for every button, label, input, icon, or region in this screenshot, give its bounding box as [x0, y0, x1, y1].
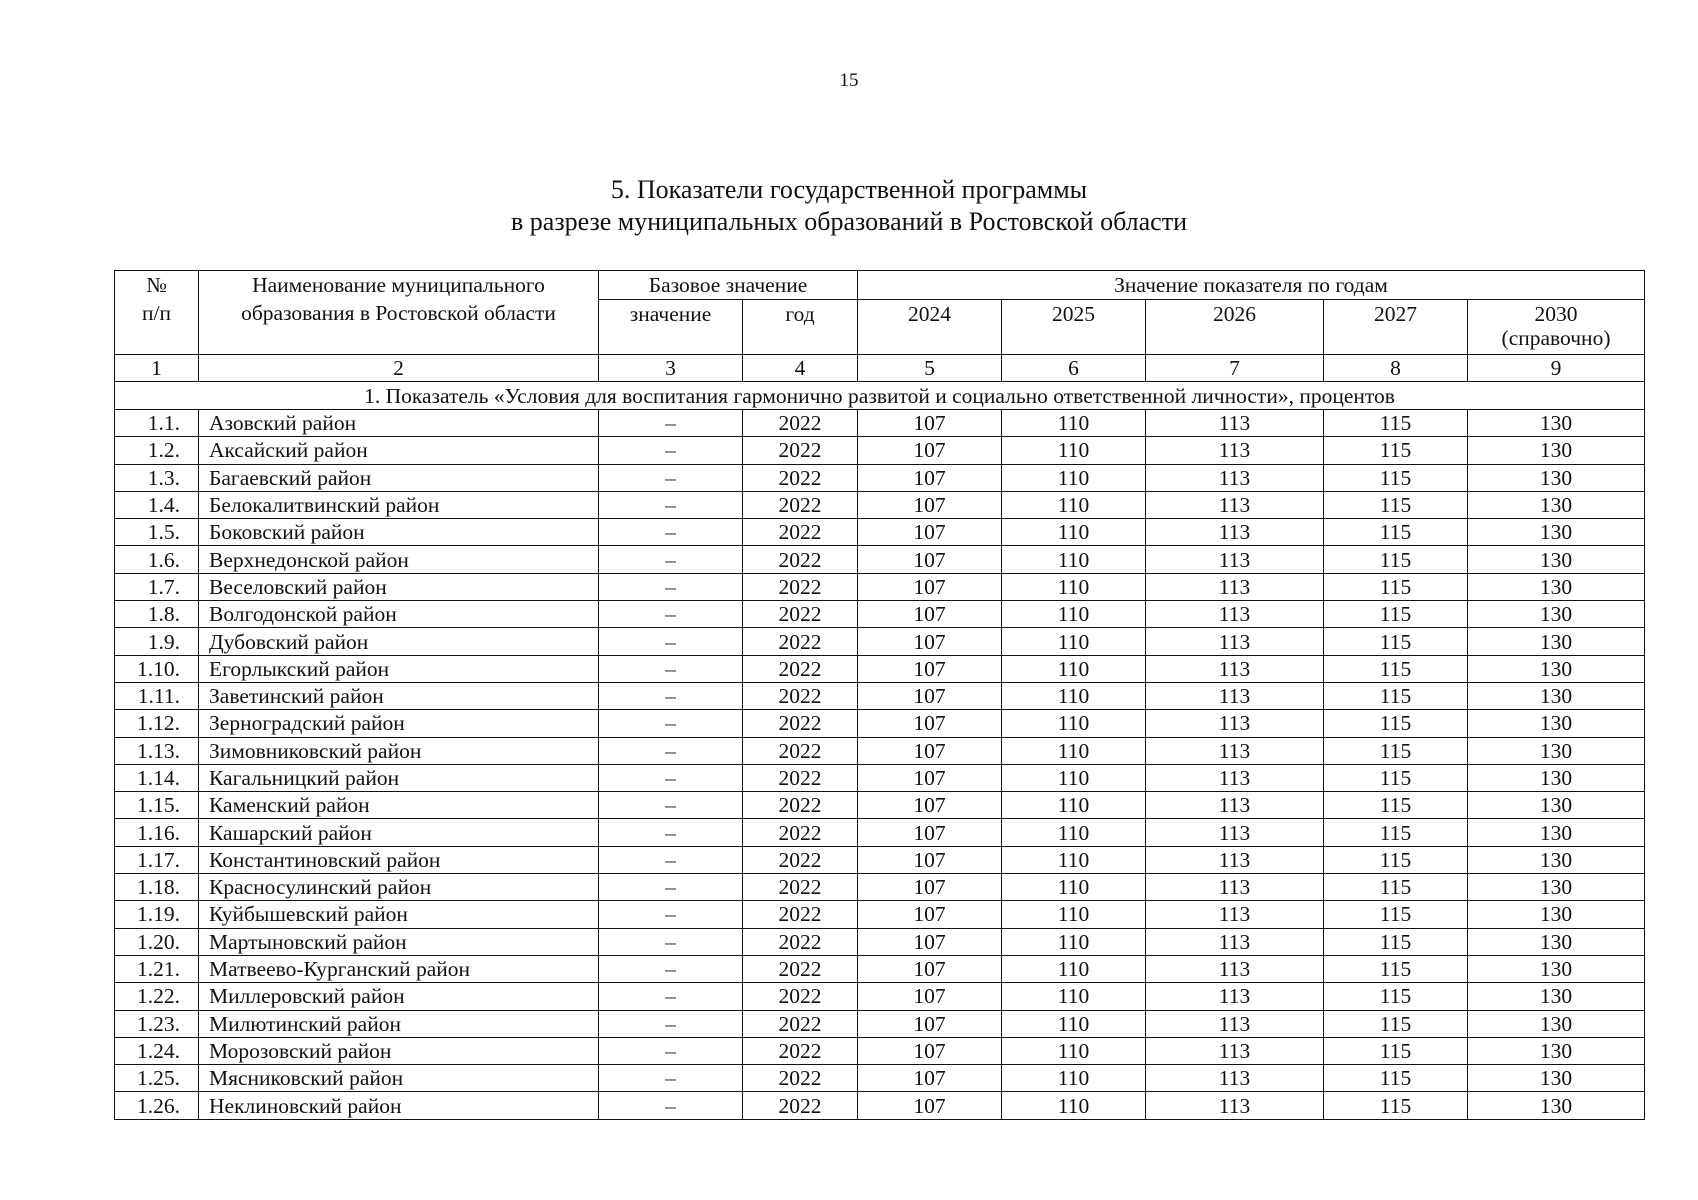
base-year: 2022: [743, 1037, 858, 1064]
base-year: 2022: [743, 546, 858, 573]
value-2027: 115: [1324, 682, 1468, 709]
column-number: 4: [743, 355, 858, 382]
value-2025: 110: [1002, 901, 1146, 928]
value-2025: 110: [1002, 655, 1146, 682]
value-2024: 107: [858, 573, 1002, 600]
value-2027: 115: [1324, 601, 1468, 628]
row-number: 1.12.: [115, 710, 199, 737]
row-number: 1.8.: [115, 601, 199, 628]
value-2024: 107: [858, 1010, 1002, 1037]
table-row: [115, 519, 1645, 546]
value-2030: 130: [1468, 955, 1645, 982]
value-2030: 130: [1468, 491, 1645, 518]
table-row: [115, 1065, 1645, 1092]
value-2025: 110: [1002, 437, 1146, 464]
value-2026: 113: [1146, 928, 1324, 955]
value-2027: 115: [1324, 710, 1468, 737]
value-2024: 107: [858, 519, 1002, 546]
base-year: 2022: [743, 410, 858, 437]
value-2026: 113: [1146, 1065, 1324, 1092]
value-2025: 110: [1002, 819, 1146, 846]
base-value: –: [599, 682, 743, 709]
value-2024: 107: [858, 874, 1002, 901]
row-number: 1.14.: [115, 764, 199, 791]
column-numbers-row: [115, 355, 1645, 382]
value-2030: 130: [1468, 764, 1645, 791]
value-2027: 115: [1324, 491, 1468, 518]
value-2030: 130: [1468, 437, 1645, 464]
value-2025: 110: [1002, 874, 1146, 901]
value-2025: 110: [1002, 628, 1146, 655]
value-2030: 130: [1468, 846, 1645, 873]
row-number: 1.19.: [115, 901, 199, 928]
value-2024: 107: [858, 410, 1002, 437]
value-2026: 113: [1146, 655, 1324, 682]
value-2025: 110: [1002, 491, 1146, 518]
base-year: 2022: [743, 983, 858, 1010]
table-row: [115, 655, 1645, 682]
value-2030: 130: [1468, 464, 1645, 491]
title-line-1: 5. Показатели государственной программы: [610, 175, 1088, 204]
base-year: 2022: [743, 874, 858, 901]
value-2027: 115: [1324, 901, 1468, 928]
base-year: 2022: [743, 491, 858, 518]
value-2024: 107: [858, 546, 1002, 573]
value-2026: 113: [1146, 491, 1324, 518]
column-number: 7: [1146, 355, 1324, 382]
table-row: [115, 1092, 1645, 1119]
header-num-label: №: [146, 273, 167, 297]
base-year: 2022: [743, 1010, 858, 1037]
row-number: 1.20.: [115, 928, 199, 955]
column-number: 1: [115, 355, 199, 382]
base-value: –: [599, 928, 743, 955]
municipality-name: Белокалитвинский район: [199, 491, 599, 518]
row-number: 1.2.: [115, 437, 199, 464]
municipality-name: Морозовский район: [199, 1037, 599, 1064]
value-2024: 107: [858, 464, 1002, 491]
base-value: –: [599, 955, 743, 982]
value-2025: 110: [1002, 519, 1146, 546]
table-row: [115, 1010, 1645, 1037]
value-2025: 110: [1002, 710, 1146, 737]
value-2026: 113: [1146, 546, 1324, 573]
base-value: –: [599, 792, 743, 819]
value-2030: 130: [1468, 573, 1645, 600]
base-value: –: [599, 1092, 743, 1119]
municipality-name: Дубовский район: [199, 628, 599, 655]
base-value: –: [599, 846, 743, 873]
base-value: –: [599, 983, 743, 1010]
row-number: 1.6.: [115, 546, 199, 573]
base-value: –: [599, 710, 743, 737]
value-2030: 130: [1468, 983, 1645, 1010]
value-2030: 130: [1468, 819, 1645, 846]
row-number: 1.24.: [115, 1037, 199, 1064]
value-2026: 113: [1146, 764, 1324, 791]
header-year-2030-note: (справочно): [1501, 326, 1611, 350]
value-2026: 113: [1146, 819, 1324, 846]
value-2024: 107: [858, 628, 1002, 655]
value-2030: 130: [1468, 410, 1645, 437]
row-number: 1.25.: [115, 1065, 199, 1092]
value-2024: 107: [858, 764, 1002, 791]
value-2027: 115: [1324, 737, 1468, 764]
row-number: 1.1.: [115, 410, 199, 437]
table-row: [115, 491, 1645, 518]
municipality-name: Веселовский район: [199, 573, 599, 600]
value-2025: 110: [1002, 573, 1146, 600]
municipality-name: Зерноградский район: [199, 710, 599, 737]
table-row: [115, 628, 1645, 655]
base-year: 2022: [743, 928, 858, 955]
value-2026: 113: [1146, 628, 1324, 655]
header-name-sub: образования в Ростовской области: [241, 301, 556, 325]
base-year: 2022: [743, 573, 858, 600]
row-number: 1.7.: [115, 573, 199, 600]
header-year-2025: 2025: [1002, 300, 1146, 355]
municipality-name: Аксайский район: [199, 437, 599, 464]
base-value: –: [599, 874, 743, 901]
base-value: –: [599, 819, 743, 846]
value-2026: 113: [1146, 792, 1324, 819]
value-2027: 115: [1324, 464, 1468, 491]
title-line-2: в разрезе муниципальных образований в Ростовской области: [511, 207, 1187, 236]
table-row: [115, 955, 1645, 982]
value-2030: 130: [1468, 874, 1645, 901]
row-number: 1.22.: [115, 983, 199, 1010]
municipality-name: Азовский район: [199, 410, 599, 437]
base-value: –: [599, 491, 743, 518]
value-2030: 130: [1468, 1065, 1645, 1092]
header-name-label: Наименование муниципального: [252, 273, 545, 297]
base-year: 2022: [743, 601, 858, 628]
value-2026: 113: [1146, 955, 1324, 982]
municipality-name: Константиновский район: [199, 846, 599, 873]
base-year: 2022: [743, 764, 858, 791]
value-2025: 110: [1002, 1037, 1146, 1064]
value-2030: 130: [1468, 928, 1645, 955]
table-row: [115, 464, 1645, 491]
value-2026: 113: [1146, 1010, 1324, 1037]
base-value: –: [599, 437, 743, 464]
value-2024: 107: [858, 928, 1002, 955]
header-base-value: значение: [599, 300, 743, 355]
value-2024: 107: [858, 737, 1002, 764]
base-value: –: [599, 546, 743, 573]
value-2027: 115: [1324, 410, 1468, 437]
value-2027: 115: [1324, 1010, 1468, 1037]
column-number: 2: [199, 355, 599, 382]
table-row: [115, 737, 1645, 764]
value-2030: 130: [1468, 682, 1645, 709]
value-2024: 107: [858, 601, 1002, 628]
value-2027: 115: [1324, 573, 1468, 600]
municipality-name: Мясниковский район: [199, 1065, 599, 1092]
value-2025: 110: [1002, 1092, 1146, 1119]
base-value: –: [599, 901, 743, 928]
row-number: 1.21.: [115, 955, 199, 982]
value-2026: 113: [1146, 601, 1324, 628]
header-year-2024: 2024: [858, 300, 1002, 355]
table-row: [115, 437, 1645, 464]
table-row: [115, 573, 1645, 600]
municipality-name: Кагальницкий район: [199, 764, 599, 791]
base-year: 2022: [743, 1092, 858, 1119]
base-value: –: [599, 601, 743, 628]
table-row: [115, 846, 1645, 873]
municipality-name: Заветинский район: [199, 682, 599, 709]
table-row: [115, 983, 1645, 1010]
value-2027: 115: [1324, 1065, 1468, 1092]
base-year: 2022: [743, 1065, 858, 1092]
base-value: –: [599, 764, 743, 791]
municipality-name: Волгодонской район: [199, 601, 599, 628]
value-2027: 115: [1324, 546, 1468, 573]
value-2027: 115: [1324, 846, 1468, 873]
value-2027: 115: [1324, 983, 1468, 1010]
base-year: 2022: [743, 519, 858, 546]
value-2024: 107: [858, 655, 1002, 682]
value-2025: 110: [1002, 983, 1146, 1010]
value-2025: 110: [1002, 928, 1146, 955]
value-2030: 130: [1468, 737, 1645, 764]
value-2025: 110: [1002, 464, 1146, 491]
value-2030: 130: [1468, 546, 1645, 573]
municipality-name: Багаевский район: [199, 464, 599, 491]
value-2024: 107: [858, 819, 1002, 846]
municipality-name: Мартыновский район: [199, 928, 599, 955]
value-2024: 107: [858, 710, 1002, 737]
column-number: 6: [1002, 355, 1146, 382]
header-year-2027: 2027: [1324, 300, 1468, 355]
base-value: –: [599, 1037, 743, 1064]
row-number: 1.23.: [115, 1010, 199, 1037]
base-value: –: [599, 628, 743, 655]
value-2030: 130: [1468, 1092, 1645, 1119]
value-2030: 130: [1468, 901, 1645, 928]
indicators-table: [114, 270, 1645, 1120]
value-2025: 110: [1002, 955, 1146, 982]
value-2027: 115: [1324, 764, 1468, 791]
value-2026: 113: [1146, 573, 1324, 600]
value-2026: 113: [1146, 464, 1324, 491]
value-2027: 115: [1324, 1092, 1468, 1119]
table-row: [115, 764, 1645, 791]
value-2027: 115: [1324, 655, 1468, 682]
table-row: [115, 792, 1645, 819]
base-value: –: [599, 464, 743, 491]
header-base-year: год: [743, 300, 858, 355]
value-2027: 115: [1324, 437, 1468, 464]
value-2030: 130: [1468, 792, 1645, 819]
table-row: [115, 819, 1645, 846]
header-year-2030-label: 2030: [1534, 302, 1578, 326]
base-year: 2022: [743, 437, 858, 464]
value-2027: 115: [1324, 1037, 1468, 1064]
column-number: 5: [858, 355, 1002, 382]
value-2030: 130: [1468, 1037, 1645, 1064]
value-2030: 130: [1468, 710, 1645, 737]
table-row: [115, 546, 1645, 573]
value-2026: 113: [1146, 710, 1324, 737]
header-year-2030: [1468, 300, 1645, 355]
value-2025: 110: [1002, 792, 1146, 819]
value-2024: 107: [858, 792, 1002, 819]
value-2026: 113: [1146, 983, 1324, 1010]
municipality-name: Неклиновский район: [199, 1092, 599, 1119]
value-2026: 113: [1146, 519, 1324, 546]
value-2026: 113: [1146, 874, 1324, 901]
municipality-name: Миллеровский район: [199, 983, 599, 1010]
table-row: [115, 874, 1645, 901]
column-number: 8: [1324, 355, 1468, 382]
table-row: [115, 710, 1645, 737]
header-base: Базовое значение: [599, 271, 858, 300]
value-2026: 113: [1146, 682, 1324, 709]
base-year: 2022: [743, 710, 858, 737]
value-2024: 107: [858, 955, 1002, 982]
municipality-name: Верхнедонской район: [199, 546, 599, 573]
value-2025: 110: [1002, 1065, 1146, 1092]
base-year: 2022: [743, 464, 858, 491]
table-row: [115, 601, 1645, 628]
header-year-2026: 2026: [1146, 300, 1324, 355]
base-value: –: [599, 410, 743, 437]
value-2026: 113: [1146, 1092, 1324, 1119]
municipality-name: Красносулинский район: [199, 874, 599, 901]
table-row: [115, 1037, 1645, 1064]
row-number: 1.3.: [115, 464, 199, 491]
row-number: 1.5.: [115, 519, 199, 546]
table-row: [115, 928, 1645, 955]
page-title: [0, 174, 1698, 238]
row-number: 1.4.: [115, 491, 199, 518]
header-num-sub: п/п: [142, 301, 171, 325]
value-2027: 115: [1324, 819, 1468, 846]
municipality-name: Матвеево-Курганский район: [199, 955, 599, 982]
base-year: 2022: [743, 682, 858, 709]
table-row: [115, 682, 1645, 709]
value-2024: 107: [858, 846, 1002, 873]
municipality-name: Кашарский район: [199, 819, 599, 846]
header-num: [115, 271, 199, 355]
value-2025: 110: [1002, 846, 1146, 873]
value-2024: 107: [858, 983, 1002, 1010]
value-2027: 115: [1324, 792, 1468, 819]
value-2030: 130: [1468, 655, 1645, 682]
column-number: 3: [599, 355, 743, 382]
base-value: –: [599, 1065, 743, 1092]
value-2024: 107: [858, 1092, 1002, 1119]
base-year: 2022: [743, 901, 858, 928]
row-number: 1.17.: [115, 846, 199, 873]
value-2027: 115: [1324, 628, 1468, 655]
base-year: 2022: [743, 819, 858, 846]
municipality-name: Зимовниковский район: [199, 737, 599, 764]
row-number: 1.26.: [115, 1092, 199, 1119]
municipality-name: Каменский район: [199, 792, 599, 819]
row-number: 1.15.: [115, 792, 199, 819]
value-2025: 110: [1002, 764, 1146, 791]
base-year: 2022: [743, 628, 858, 655]
municipality-name: Куйбышевский район: [199, 901, 599, 928]
base-year: 2022: [743, 792, 858, 819]
base-value: –: [599, 519, 743, 546]
base-value: –: [599, 655, 743, 682]
value-2030: 130: [1468, 519, 1645, 546]
value-2024: 107: [858, 1037, 1002, 1064]
value-2024: 107: [858, 1065, 1002, 1092]
value-2024: 107: [858, 901, 1002, 928]
row-number: 1.10.: [115, 655, 199, 682]
value-2027: 115: [1324, 519, 1468, 546]
section-title: 1. Показатель «Условия для воспитания гармонично развитой и социально ответственной личности», процентов: [115, 382, 1645, 410]
value-2025: 110: [1002, 410, 1146, 437]
municipality-name: Милютинский район: [199, 1010, 599, 1037]
value-2026: 113: [1146, 1037, 1324, 1064]
value-2030: 130: [1468, 601, 1645, 628]
base-year: 2022: [743, 955, 858, 982]
row-number: 1.13.: [115, 737, 199, 764]
value-2026: 113: [1146, 901, 1324, 928]
municipality-name: Боковский район: [199, 519, 599, 546]
value-2026: 113: [1146, 410, 1324, 437]
value-2025: 110: [1002, 737, 1146, 764]
row-number: 1.18.: [115, 874, 199, 901]
column-number: 9: [1468, 355, 1645, 382]
value-2024: 107: [858, 437, 1002, 464]
municipality-name: Егорлыкский район: [199, 655, 599, 682]
value-2026: 113: [1146, 737, 1324, 764]
page-number: 15: [839, 70, 859, 91]
base-value: –: [599, 573, 743, 600]
value-2025: 110: [1002, 601, 1146, 628]
base-year: 2022: [743, 655, 858, 682]
header-name: [199, 271, 599, 355]
value-2025: 110: [1002, 682, 1146, 709]
base-value: –: [599, 1010, 743, 1037]
value-2027: 115: [1324, 874, 1468, 901]
table-row: [115, 410, 1645, 437]
value-2027: 115: [1324, 955, 1468, 982]
value-2027: 115: [1324, 928, 1468, 955]
value-2026: 113: [1146, 437, 1324, 464]
value-2025: 110: [1002, 1010, 1146, 1037]
value-2025: 110: [1002, 546, 1146, 573]
table-row: [115, 901, 1645, 928]
value-2026: 113: [1146, 846, 1324, 873]
value-2030: 130: [1468, 1010, 1645, 1037]
header-years-group: Значение показателя по годам: [858, 271, 1645, 300]
base-value: –: [599, 737, 743, 764]
base-year: 2022: [743, 737, 858, 764]
value-2024: 107: [858, 682, 1002, 709]
value-2024: 107: [858, 491, 1002, 518]
row-number: 1.9.: [115, 628, 199, 655]
row-number: 1.11.: [115, 682, 199, 709]
base-year: 2022: [743, 846, 858, 873]
row-number: 1.16.: [115, 819, 199, 846]
value-2030: 130: [1468, 628, 1645, 655]
